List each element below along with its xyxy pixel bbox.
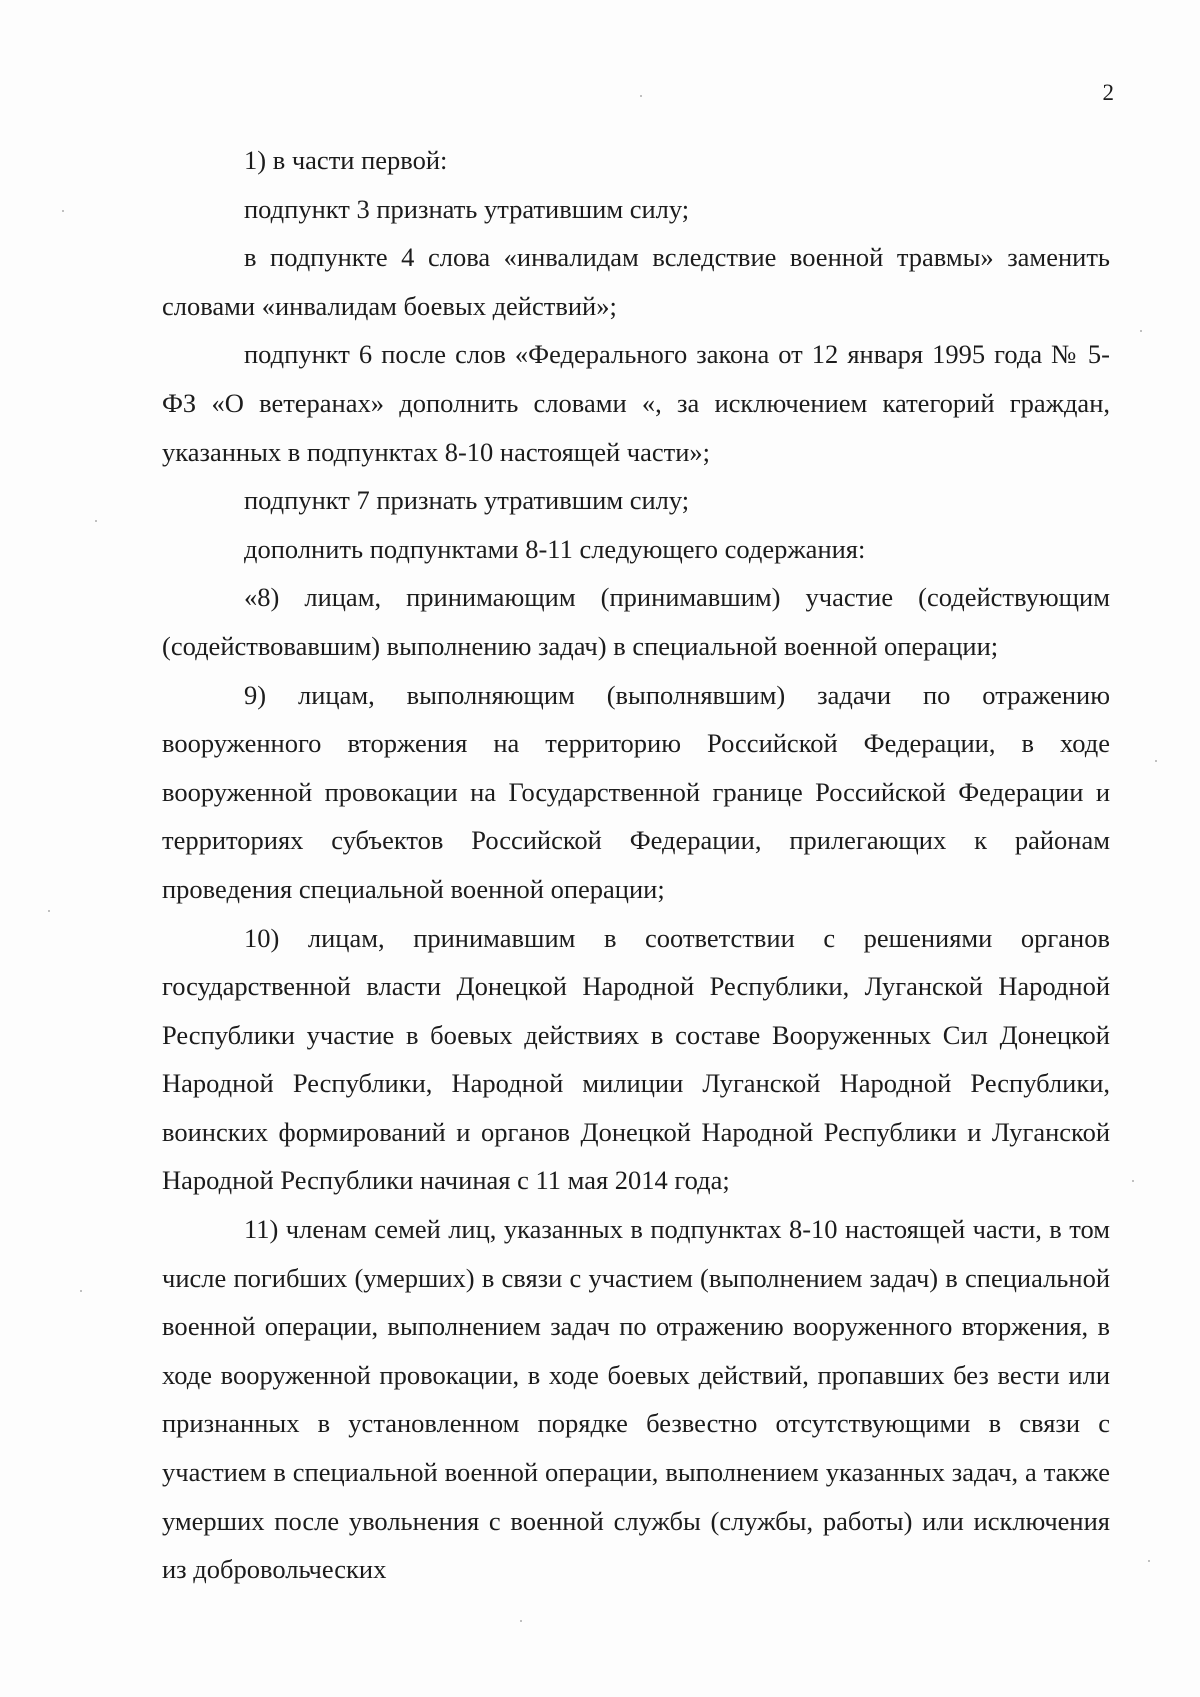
paragraph-item-9: 9) лицам, выполняющим (выполнявшим) задачи по отражению вооруженного вторжения на территорию Российской Федерации, в ходе вооруженной провокации на Государственной границе Российской Федерации и территориях субъектов Российской Федерации, прилегающих к районам проведения специальной военной операции; — [162, 679, 1110, 904]
paragraph-add-subitems: дополнить подпунктами 8-11 следующего содержания: — [244, 533, 866, 564]
paragraph-subitem-4: в подпункте 4 слова «инвалидам вследствие военной травмы» заменить словами «инвалидам боевых действий»; — [162, 242, 1110, 321]
page-number: 2 — [1102, 80, 1114, 105]
paragraph-subitem-7: подпункт 7 признать утратившим силу; — [244, 485, 690, 516]
document-body — [162, 136, 1110, 1594]
paragraph-part-one: 1) в части первой: — [244, 145, 448, 175]
scan-speck — [48, 910, 50, 912]
paragraph-item-11: 11) членам семей лиц, указанных в подпунктах 8-10 настоящей части, в том числе погибших (умерших) в связи с участием (выполнением задач) в специальной военной операции, выполнением задач по отражению вооруженного вторжения, в ходе вооруженной провокации, в ходе боевых действий, пропавших без вести или признанных в установленном порядке безвестно отсутствующими в связи с участием в специальной военной операции, выполнением указанных задач, а также умерших после увольнения с военной службы (службы, работы) или исключения из добровольческих — [162, 1214, 1110, 1585]
paragraph-item-8: «8) лицам, принимающим (принимавшим) участие (содействующим (содействовавшим) выполнению задач) в специальной военной операции; — [162, 582, 1110, 661]
scan-speck — [1155, 760, 1157, 762]
paragraph-subitem-3: подпункт 3 признать утратившим силу; — [244, 193, 690, 224]
scan-speck — [80, 1290, 82, 1292]
scan-speck — [640, 95, 642, 97]
scan-speck — [1132, 1180, 1134, 1182]
scan-speck — [1140, 330, 1142, 332]
paragraph-item-10: 10) лицам, принимавшим в соответствии с решениями органов государственной власти Донецкой Народной Республики, Луганской Народной Республики участие в боевых действиях в составе Вооруженных Сил Донецкой Народной Республики, Народной милиции Луганской Народной Республики, воинских формирований и органов Донецкой Народной Республики и Луганской Народной Республики начиная с 11 мая 2014 года; — [162, 922, 1110, 1196]
paragraph-subitem-6: подпункт 6 после слов «Федерального закона от 12 января 1995 года № 5-ФЗ «О ветеранах» дополнить словами «, за исключением категорий граждан, указанных в подпунктах 8-10 настоящей части»; — [162, 339, 1110, 467]
scan-speck — [1148, 1560, 1150, 1562]
scan-speck — [520, 1620, 522, 1622]
scan-speck — [95, 520, 97, 522]
scan-speck — [62, 210, 64, 212]
